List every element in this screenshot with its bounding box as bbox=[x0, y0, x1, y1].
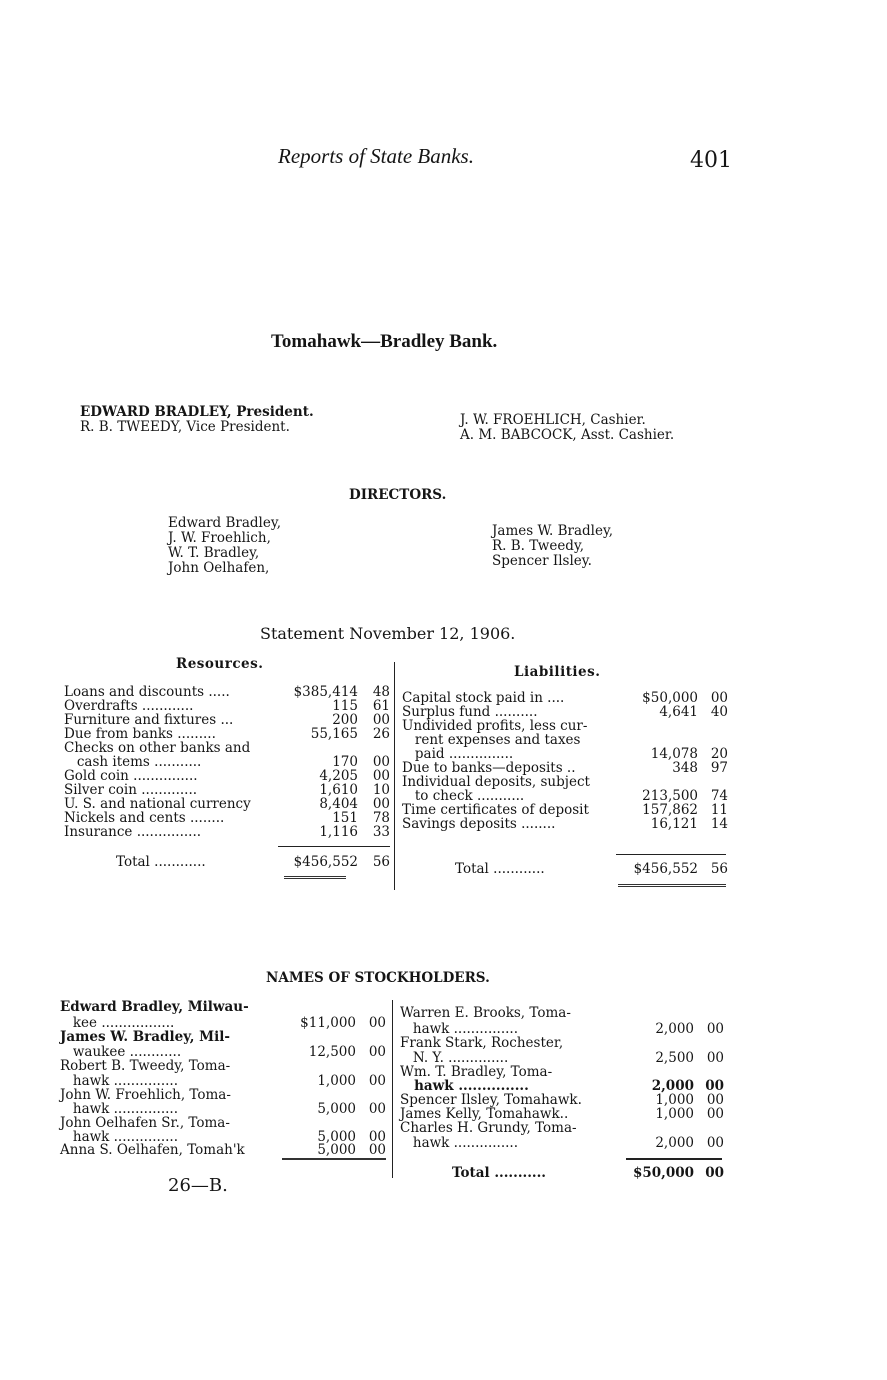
row-cents: 00 bbox=[372, 754, 390, 770]
row-cents: 00 bbox=[706, 1135, 724, 1151]
row-label: kee ................. bbox=[60, 1015, 175, 1031]
row-label: Overdrafts ............ bbox=[64, 698, 194, 714]
row-label: waukee ............ bbox=[60, 1044, 182, 1060]
stockholders-heading: NAMES OF STOCKHOLDERS. bbox=[266, 970, 490, 986]
statement-title: Statement November 12, 1906. bbox=[260, 624, 516, 643]
row-dollars: 55,165 bbox=[310, 726, 358, 742]
row-dollars: 14,078 bbox=[650, 746, 698, 762]
row-dollars: 5,000 bbox=[317, 1101, 356, 1117]
row-dollars: 200 bbox=[332, 712, 358, 728]
director-name: R. B. Tweedy, bbox=[492, 538, 585, 554]
row-cents: 00 bbox=[368, 1044, 386, 1060]
row-dollars: 2,000 bbox=[651, 1078, 694, 1094]
row-label: Insurance ............... bbox=[64, 824, 202, 840]
row-cents: 00 bbox=[368, 1129, 386, 1145]
stockholders-divider bbox=[392, 1000, 393, 1178]
row-label: Nickels and cents ........ bbox=[64, 810, 225, 826]
row-dollars: $385,414 bbox=[293, 684, 358, 700]
row-cents: 00 bbox=[372, 712, 390, 728]
row-dollars: 1,116 bbox=[319, 824, 358, 840]
row-cents: 00 bbox=[368, 1015, 386, 1031]
row-dollars: 12,500 bbox=[308, 1044, 356, 1060]
total-cents: 56 bbox=[710, 861, 728, 877]
row-cents: 00 bbox=[706, 1106, 724, 1122]
director-name: J. W. Froehlich, bbox=[168, 530, 271, 546]
row-label: Undivided profits, less cur- bbox=[402, 718, 588, 734]
row-cents: 40 bbox=[710, 704, 728, 720]
row-cents: 00 bbox=[368, 1142, 386, 1158]
row-dollars: $50,000 bbox=[642, 690, 698, 706]
row-cents: 33 bbox=[372, 824, 390, 840]
total-label: Total ............ bbox=[116, 854, 206, 870]
total-dollars: $456,552 bbox=[633, 861, 698, 877]
directors-right-list bbox=[492, 524, 613, 569]
row-dollars: 157,862 bbox=[642, 802, 698, 818]
total-label: Total ........... bbox=[452, 1165, 547, 1181]
total-label: Total ............ bbox=[455, 861, 545, 877]
director-name: James W. Bradley, bbox=[492, 523, 614, 539]
row-dollars: 1,000 bbox=[655, 1092, 694, 1108]
row-label: paid ............... bbox=[402, 746, 514, 762]
officer-cashier: J. W. FROEHLICH, Cashier. bbox=[460, 412, 646, 428]
row-label: Surplus fund .......... bbox=[402, 704, 538, 720]
row-cents: 48 bbox=[372, 684, 390, 700]
row-dollars: 115 bbox=[332, 698, 358, 714]
row-cents: 11 bbox=[710, 802, 728, 818]
total-cents: 00 bbox=[705, 1165, 724, 1181]
row-dollars: 348 bbox=[672, 760, 698, 776]
row-label: hawk ............... bbox=[400, 1078, 529, 1094]
liabilities-total-double-rule bbox=[618, 884, 726, 887]
row-label: hawk ............... bbox=[60, 1101, 179, 1117]
row-label: to check ........... bbox=[402, 788, 525, 804]
row-label: Individual deposits, subject bbox=[402, 774, 590, 790]
row-label: U. S. and national currency bbox=[64, 796, 251, 812]
row-dollars: 2,000 bbox=[655, 1135, 694, 1151]
row-dollars: 5,000 bbox=[317, 1129, 356, 1145]
row-label: Gold coin ............... bbox=[64, 768, 198, 784]
total-dollars: $456,552 bbox=[293, 854, 358, 870]
row-label: John W. Froehlich, Toma- bbox=[60, 1087, 231, 1103]
resources-total-rule bbox=[278, 846, 390, 847]
row-dollars: 8,404 bbox=[319, 796, 358, 812]
row-label: Wm. T. Bradley, Toma- bbox=[400, 1064, 553, 1080]
row-label: Anna S. Oelhafen, Tomah'k bbox=[60, 1142, 245, 1158]
row-label: hawk ............... bbox=[60, 1073, 179, 1089]
stockholders-total-rule bbox=[626, 1158, 722, 1160]
row-label: Due to banks—deposits .. bbox=[402, 760, 576, 776]
row-label: Due from banks ......... bbox=[64, 726, 216, 742]
director-name: W. T. Bradley, bbox=[168, 545, 260, 561]
row-label: Savings deposits ........ bbox=[402, 816, 556, 832]
row-dollars: $11,000 bbox=[300, 1015, 356, 1031]
row-label: Capital stock paid in .... bbox=[402, 690, 565, 706]
row-label: Time certificates of deposit bbox=[402, 802, 589, 818]
row-cents: 00 bbox=[710, 690, 728, 706]
row-cents: 10 bbox=[372, 782, 390, 798]
liabilities-heading: Liabilities. bbox=[514, 664, 601, 680]
row-cents: 61 bbox=[372, 698, 390, 714]
row-label: Loans and discounts ..... bbox=[64, 684, 230, 700]
directors-heading: DIRECTORS. bbox=[349, 487, 447, 503]
row-label: Warren E. Brooks, Toma- bbox=[400, 1005, 571, 1021]
row-dollars: 213,500 bbox=[642, 788, 698, 804]
row-cents: 26 bbox=[372, 726, 390, 742]
row-cents: 00 bbox=[368, 1101, 386, 1117]
row-label: hawk ............... bbox=[400, 1135, 519, 1151]
officer-vice-president: R. B. TWEEDY, Vice President. bbox=[80, 419, 290, 435]
officer-president: EDWARD BRADLEY, President. bbox=[80, 404, 314, 420]
resources-heading: Resources. bbox=[176, 656, 264, 672]
row-dollars: 4,205 bbox=[319, 768, 358, 784]
bank-title: Tomahawk—Bradley Bank. bbox=[271, 331, 498, 352]
row-label: hawk ............... bbox=[60, 1129, 179, 1145]
director-name: Spencer Ilsley. bbox=[492, 553, 592, 569]
row-cents: 00 bbox=[372, 768, 390, 784]
row-dollars: 4,641 bbox=[659, 704, 698, 720]
row-label: hawk ............... bbox=[400, 1021, 519, 1037]
row-dollars: 1,000 bbox=[655, 1106, 694, 1122]
row-dollars: 1,000 bbox=[317, 1073, 356, 1089]
row-dollars: 5,000 bbox=[317, 1142, 356, 1158]
liabilities-total-rule bbox=[616, 854, 726, 855]
row-cents: 97 bbox=[710, 760, 728, 776]
row-dollars: 2,000 bbox=[655, 1021, 694, 1037]
row-label: rent expenses and taxes bbox=[402, 732, 581, 748]
row-cents: 78 bbox=[372, 810, 390, 826]
row-label: James Kelly, Tomahawk.. bbox=[400, 1106, 569, 1122]
officer-asst-cashier: A. M. BABCOCK, Asst. Cashier. bbox=[460, 427, 675, 443]
row-dollars: 16,121 bbox=[650, 816, 698, 832]
page-number: 401 bbox=[690, 148, 732, 173]
total-dollars: $50,000 bbox=[632, 1165, 694, 1181]
row-label: Frank Stark, Rochester, bbox=[400, 1035, 564, 1051]
row-dollars: 2,500 bbox=[655, 1050, 694, 1066]
row-label: Spencer Ilsley, Tomahawk. bbox=[400, 1092, 582, 1108]
row-cents: 14 bbox=[710, 816, 728, 832]
running-head: Reports of State Banks. bbox=[278, 144, 474, 168]
row-cents: 00 bbox=[705, 1078, 724, 1094]
directors-left-list bbox=[168, 516, 281, 576]
stockholders-left-end-rule bbox=[282, 1158, 386, 1160]
row-label: John Oelhafen Sr., Toma- bbox=[60, 1115, 230, 1131]
row-dollars: 1,610 bbox=[319, 782, 358, 798]
row-label: Robert B. Tweedy, Toma- bbox=[60, 1058, 231, 1074]
row-label: Silver coin ............. bbox=[64, 782, 198, 798]
row-cents: 74 bbox=[710, 788, 728, 804]
row-label: cash items ........... bbox=[64, 754, 202, 770]
total-cents: 56 bbox=[372, 854, 390, 870]
director-name: John Oelhafen, bbox=[168, 560, 270, 576]
row-label: Checks on other banks and bbox=[64, 740, 251, 756]
row-label: James W. Bradley, Mil- bbox=[60, 1029, 230, 1045]
statement-divider bbox=[394, 662, 395, 890]
row-cents: 00 bbox=[706, 1092, 724, 1108]
row-dollars: 170 bbox=[332, 754, 358, 770]
row-label: Furniture and fixtures ... bbox=[64, 712, 234, 728]
row-cents: 00 bbox=[372, 796, 390, 812]
signature-mark: 26—B. bbox=[168, 1175, 228, 1196]
director-name: Edward Bradley, bbox=[168, 515, 281, 531]
row-label: N. Y. .............. bbox=[400, 1050, 509, 1066]
resources-total-double-rule bbox=[284, 876, 346, 879]
row-cents: 00 bbox=[368, 1073, 386, 1089]
row-label: Edward Bradley, Milwau- bbox=[60, 999, 249, 1015]
row-cents: 20 bbox=[710, 746, 728, 762]
row-label: Charles H. Grundy, Toma- bbox=[400, 1120, 577, 1136]
row-cents: 00 bbox=[706, 1021, 724, 1037]
row-dollars: 151 bbox=[332, 810, 358, 826]
row-cents: 00 bbox=[706, 1050, 724, 1066]
